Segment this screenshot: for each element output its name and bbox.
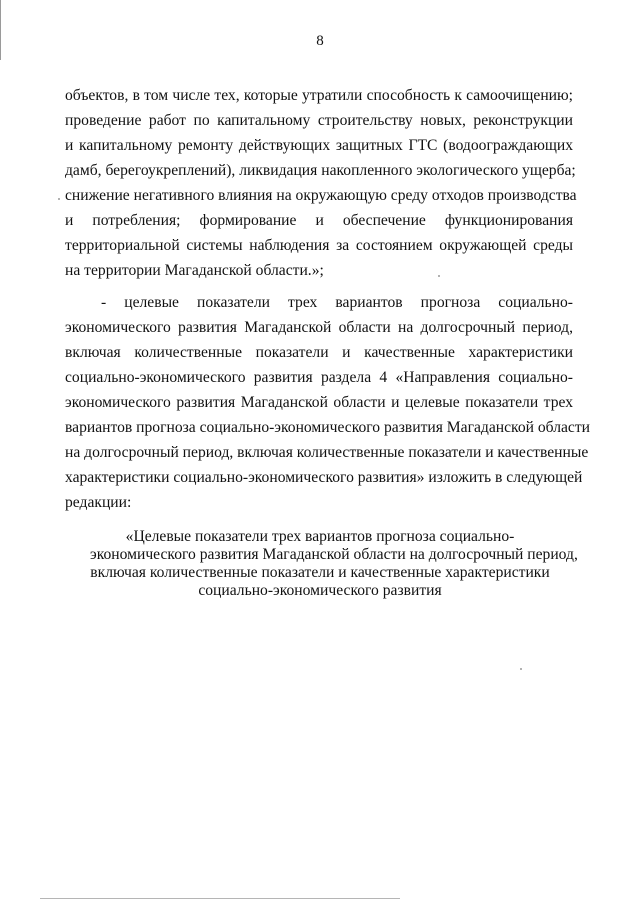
text-line: - целевые показатели трех вариантов прогноза социально- bbox=[101, 294, 573, 311]
text-line: проведение работ по капитальному строительству новых, реконструкции bbox=[65, 112, 573, 129]
scan-bottom-rule bbox=[40, 898, 400, 899]
text-line: характеристики социально-экономического развития» изложить в следующей bbox=[65, 469, 583, 486]
heading-line: «Целевые показатели трех вариантов прогноза социально- bbox=[125, 528, 515, 545]
text-line: территориальной системы наблюдения за состоянием окружающей среды bbox=[65, 237, 573, 254]
paragraph-1 bbox=[65, 83, 577, 283]
text-line: включая количественные показатели и качественные характеристики bbox=[65, 344, 573, 361]
text-line: на территории Магаданской области.»; bbox=[65, 262, 324, 279]
heading-line: экономического развития Магаданской области на долгосрочный период, bbox=[90, 546, 578, 563]
scan-speck bbox=[438, 275, 440, 277]
section-heading bbox=[90, 528, 578, 600]
text-line: дамб, берегоукреплений), ликвидация накопленного экологического ущерба; bbox=[65, 162, 576, 179]
text-line: экономического развития Магаданской области и целевые показатели трех bbox=[65, 394, 573, 411]
scan-speck bbox=[520, 668, 522, 670]
scan-edge-mark bbox=[0, 0, 1, 60]
text-line: снижение негативного влияния на окружающую среду отходов производства bbox=[65, 187, 577, 204]
text-line: вариантов прогноза социально-экономического развития Магаданской области bbox=[65, 419, 590, 436]
text-line: и капитальному ремонту действующих защитных ГТС (водоограждающих bbox=[65, 137, 573, 154]
text-line: объектов, в том числе тех, которые утратили способность к самоочищению; bbox=[65, 87, 573, 104]
text-line: социально-экономического развития раздела 4 «Направления социально- bbox=[65, 369, 573, 386]
text-line: на долгосрочный период, включая количественные показатели и качественные bbox=[65, 444, 589, 461]
page-number: 8 bbox=[316, 33, 324, 49]
text-line: и потребления; формирование и обеспечение функционирования bbox=[65, 212, 573, 229]
heading-line: социально-экономического развития bbox=[198, 582, 442, 599]
scan-speck bbox=[58, 198, 60, 200]
paragraph-2 bbox=[65, 290, 590, 515]
text-line: экономического развития Магаданской области на долгосрочный период, bbox=[65, 319, 573, 336]
text-line: редакции: bbox=[65, 494, 132, 511]
heading-line: включая количественные показатели и качественные характеристики bbox=[90, 564, 550, 581]
